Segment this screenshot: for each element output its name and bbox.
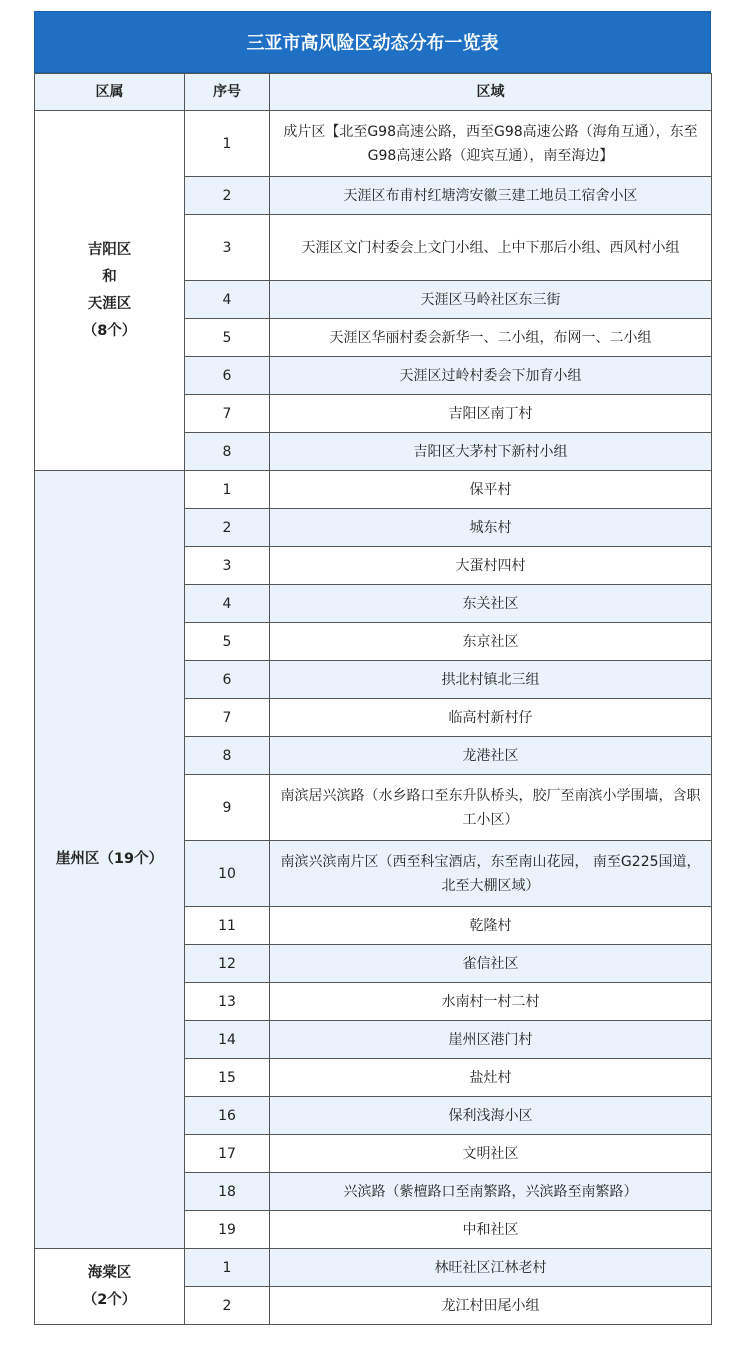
- row-index: 2: [185, 509, 270, 547]
- row-area: 拱北村镇北三组: [270, 661, 712, 699]
- row-area: 天涯区过岭村委会下加育小组: [270, 357, 712, 395]
- district-label-line: （2个）: [82, 1291, 137, 1308]
- row-index: 17: [185, 1135, 270, 1173]
- row-area: 南滨兴滨南片区（西至科宝酒店，东至南山花园， 南至G225国道，北至大棚区域）: [270, 841, 712, 907]
- row-index: 3: [185, 547, 270, 585]
- row-area: 保平村: [270, 471, 712, 509]
- row-index: 4: [185, 281, 270, 319]
- row-area: 林旺社区江林老村: [270, 1249, 712, 1287]
- row-index: 16: [185, 1097, 270, 1135]
- row-index: 1: [185, 1249, 270, 1287]
- district-label-line: 崖州区（19个）: [55, 851, 164, 867]
- row-area: 吉阳区南丁村: [270, 395, 712, 433]
- row-area: 天涯区华丽村委会新华一、二小组，布网一、二小组: [270, 319, 712, 357]
- row-index: 2: [185, 177, 270, 215]
- row-index: 7: [185, 395, 270, 433]
- row-area: 南滨居兴滨路（水乡路口至东升队桥头，胶厂至南滨小学围墙，含职工小区）: [270, 775, 712, 841]
- table-row: [35, 471, 712, 509]
- risk-area-table: [34, 73, 712, 1325]
- row-area: 东京社区: [270, 623, 712, 661]
- row-index: 6: [185, 357, 270, 395]
- row-area: 中和社区: [270, 1211, 712, 1249]
- row-index: 5: [185, 319, 270, 357]
- row-index: 12: [185, 945, 270, 983]
- row-area: 城东村: [270, 509, 712, 547]
- table-body: [35, 111, 712, 1325]
- row-area: 盐灶村: [270, 1059, 712, 1097]
- header-district: 区属: [35, 74, 185, 111]
- district-label-line: （8个）: [82, 322, 137, 339]
- row-area: 保利浅海小区: [270, 1097, 712, 1135]
- district-label-line: 海棠区: [87, 1264, 132, 1281]
- table-row: [35, 111, 712, 177]
- row-area: 天涯区马岭社区东三街: [270, 281, 712, 319]
- district-cell: [35, 1249, 185, 1325]
- row-index: 10: [185, 841, 270, 907]
- row-index: 15: [185, 1059, 270, 1097]
- row-index: 7: [185, 699, 270, 737]
- header-index: 序号: [185, 74, 270, 111]
- row-area: 崖州区港门村: [270, 1021, 712, 1059]
- row-index: 4: [185, 585, 270, 623]
- row-area: 雀信社区: [270, 945, 712, 983]
- district-label-line: 吉阳区: [87, 241, 132, 258]
- district-cell: [35, 471, 185, 1249]
- risk-area-table-container: [34, 11, 711, 1325]
- row-index: 19: [185, 1211, 270, 1249]
- row-area: 天涯区布甫村红塘湾安徽三建工地员工宿舍小区: [270, 177, 712, 215]
- row-area: 东关社区: [270, 585, 712, 623]
- header-area: 区域: [270, 74, 712, 111]
- header-row: [35, 74, 712, 111]
- row-area: 龙江村田尾小组: [270, 1287, 712, 1325]
- row-index: 1: [185, 471, 270, 509]
- row-area: 龙港社区: [270, 737, 712, 775]
- row-index: 18: [185, 1173, 270, 1211]
- row-area: 乾隆村: [270, 907, 712, 945]
- row-index: 13: [185, 983, 270, 1021]
- row-area: 吉阳区大茅村下新村小组: [270, 433, 712, 471]
- row-index: 5: [185, 623, 270, 661]
- row-area: 文明社区: [270, 1135, 712, 1173]
- row-index: 11: [185, 907, 270, 945]
- row-index: 9: [185, 775, 270, 841]
- row-index: 8: [185, 433, 270, 471]
- row-area: 成片区【北至G98高速公路，西至G98高速公路（海角互通），东至G98高速公路（迎宾互通），南至海边】: [270, 111, 712, 177]
- row-area: 水南村一村二村: [270, 983, 712, 1021]
- table-title: 三亚市高风险区动态分布一览表: [34, 11, 711, 73]
- table-row: [35, 1249, 712, 1287]
- row-index: 8: [185, 737, 270, 775]
- row-area: 临高村新村仔: [270, 699, 712, 737]
- district-label-line: 和: [102, 268, 117, 285]
- district-cell: [35, 111, 185, 471]
- row-index: 3: [185, 215, 270, 281]
- district-label-line: 天涯区: [87, 295, 132, 312]
- row-index: 6: [185, 661, 270, 699]
- row-index: 2: [185, 1287, 270, 1325]
- row-area: 天涯区文门村委会上文门小组、上中下那后小组、西风村小组: [270, 215, 712, 281]
- row-index: 1: [185, 111, 270, 177]
- row-index: 14: [185, 1021, 270, 1059]
- row-area: 兴滨路（紫檀路口至南繁路，兴滨路至南繁路）: [270, 1173, 712, 1211]
- row-area: 大蛋村四村: [270, 547, 712, 585]
